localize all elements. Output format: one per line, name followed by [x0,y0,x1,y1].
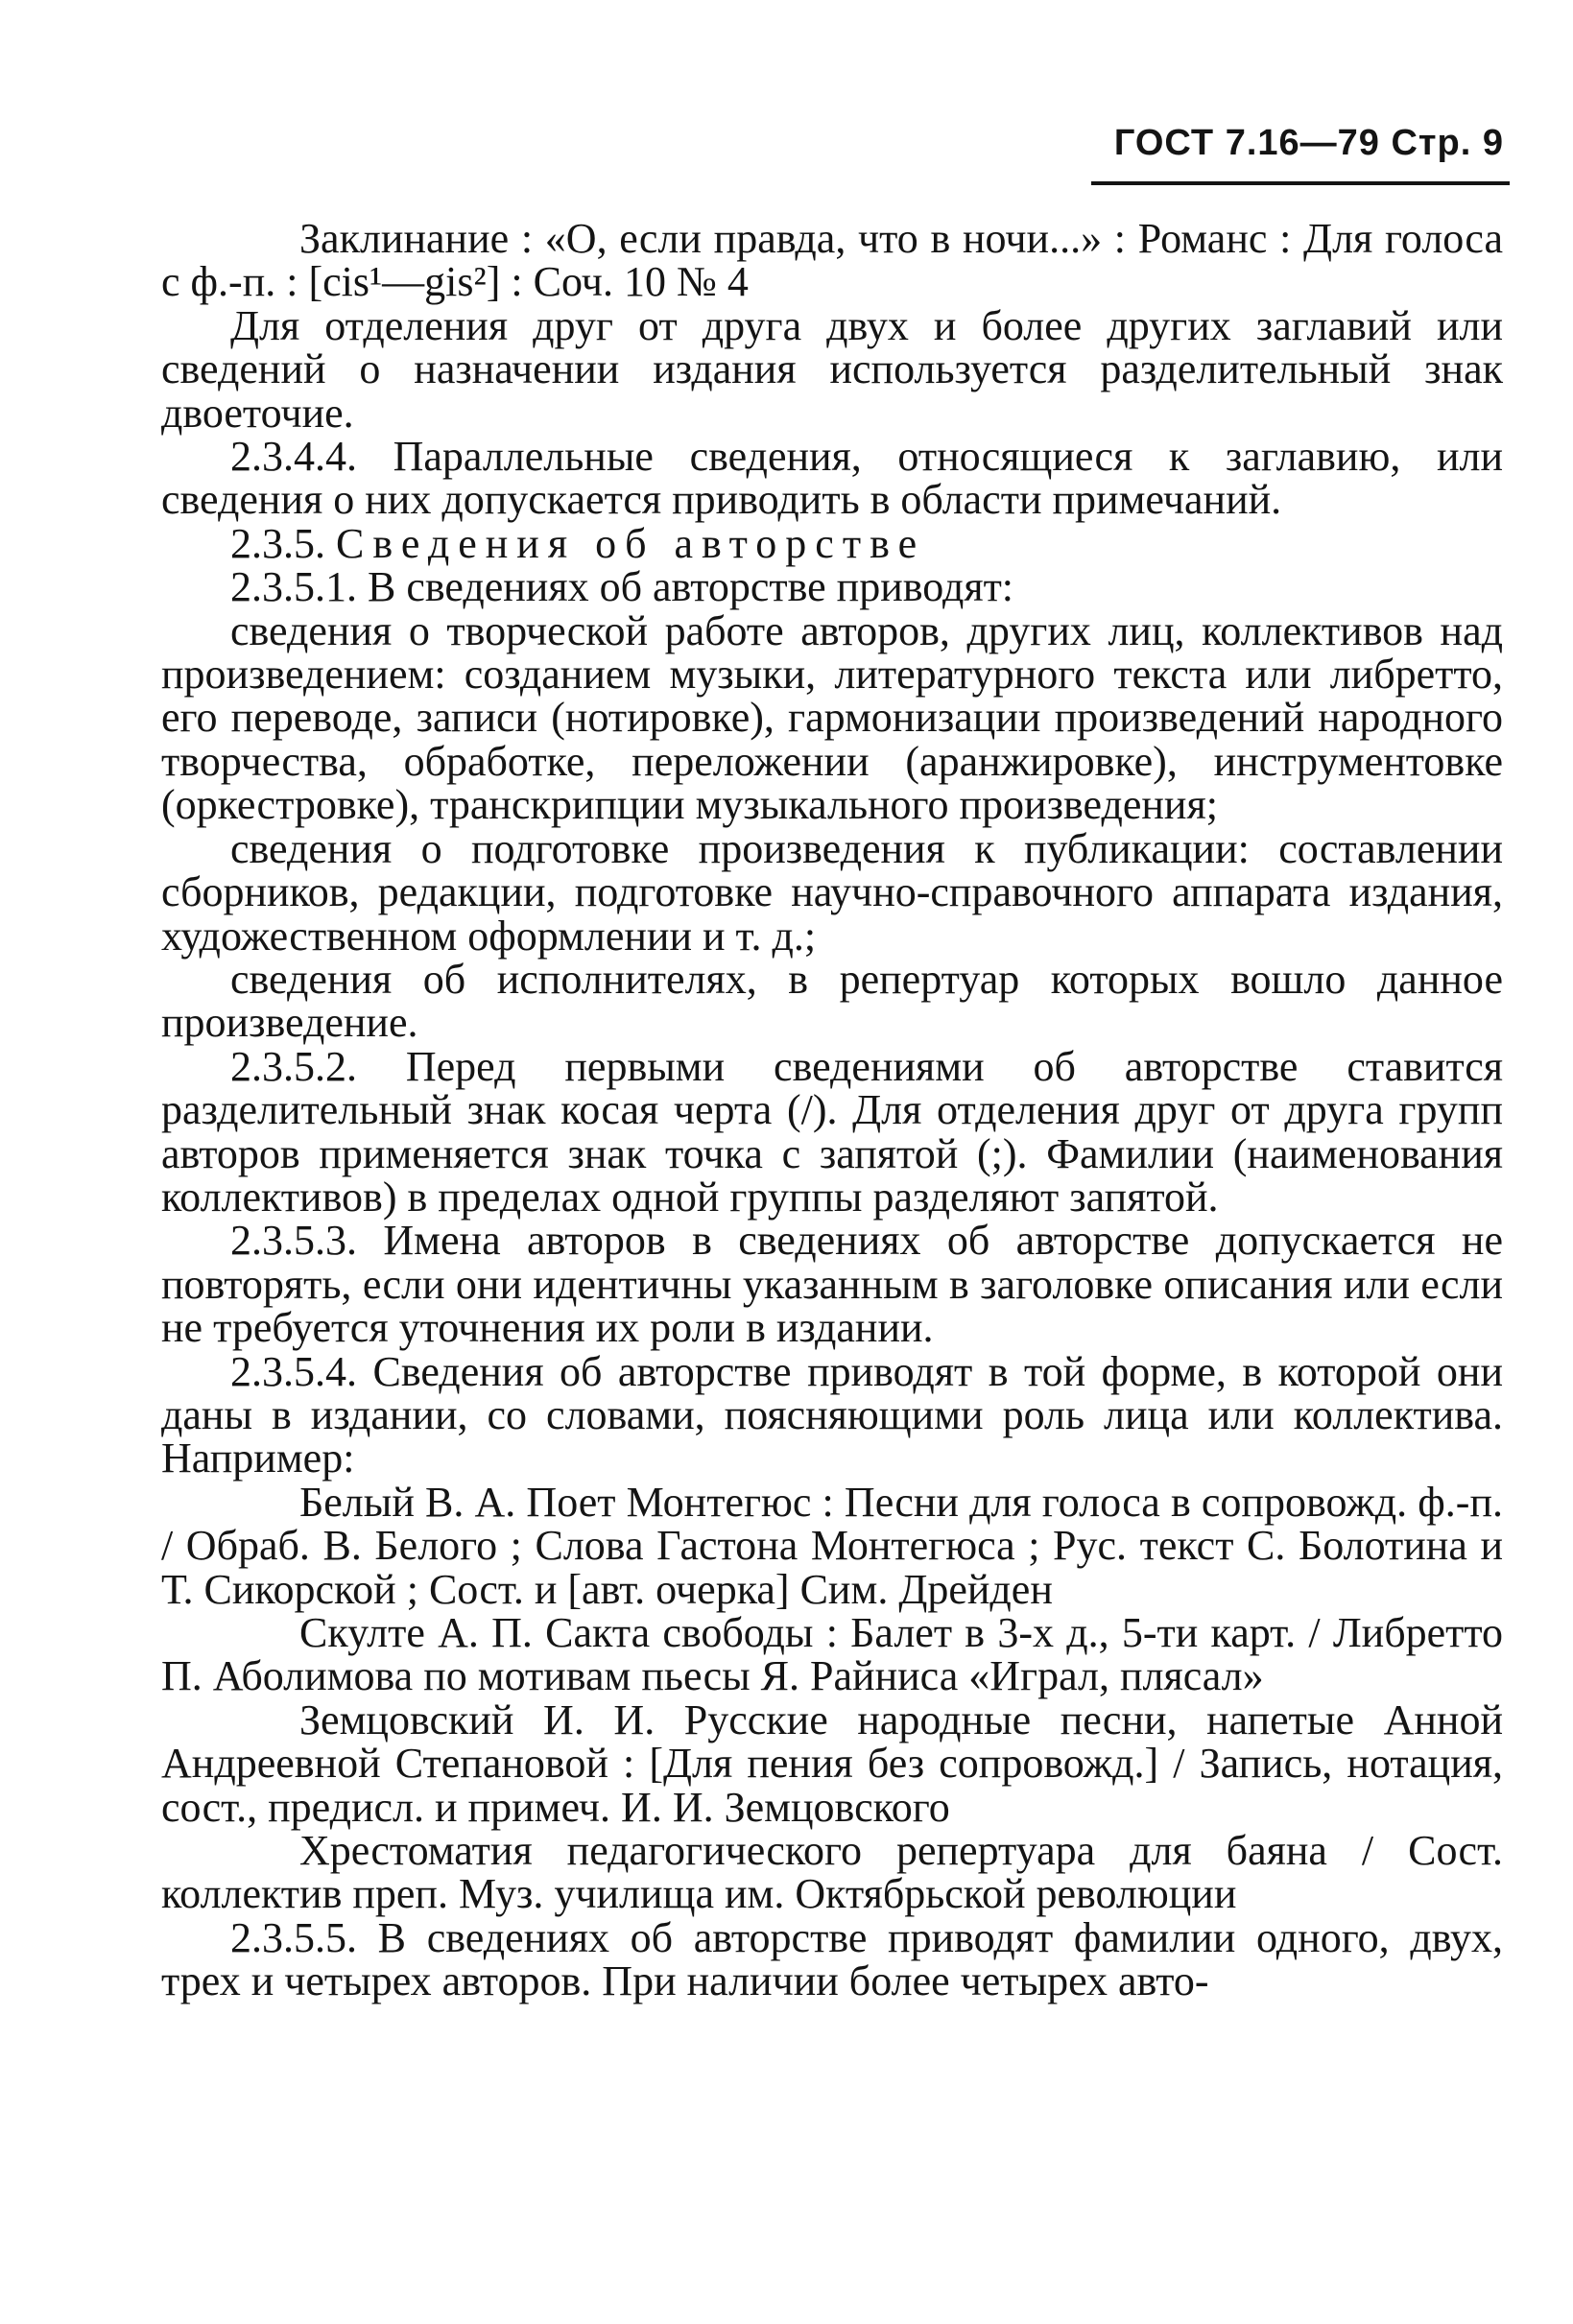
example-text: Заклинание : «О, если правда, что в ночи...» : Романс : Для голоса с ф.-п. : [cis¹—gis²] : Соч. 10 № 4 [161,215,1503,306]
section-heading-2-3-5 [161,519,1503,567]
example-zemtsovsky: Земцовский И. И. Русские народные песни, напетые Анной Андреевной Степановой : [Для пения без сопровожд.] / Запись, нотация, сост., предисл. и примеч. И. И. Земцовского [161,1696,1503,1831]
paragraph-publication-prep: сведения о подготовке произведения к публикации: составлении сборников, редакции, подготовке научно-справочного аппарата издания, художественном оформлении и т. д.; [161,824,1503,960]
document-body [161,217,1503,2004]
header-rule [1091,181,1510,185]
example-skulte: Скулте А. П. Сакта свободы : Балет в 3-х д., 5-ти карт. / Либретто П. Аболимова по мотивам пьесы Я. Райниса «Играл, плясал» [161,1609,1503,1700]
paragraph-creative-work: сведения о творческой работе авторов, других лиц, коллективов над произведением: созданием музыки, литературного текста или либретто, его переводе, записи (нотировке), гармонизации произведений народного творчества, обработке, переложении (аранжировке), инструментовке (оркестровке), транскрипции музыкального произведения; [161,606,1503,829]
example-zaklinanie [161,217,1503,304]
paragraph-2-3-5-5: 2.3.5.5. В сведениях об авторстве приводят фамилии одного, двух, трех и четырех авторов. При наличии более четырех авто- [161,1913,1503,2005]
example-belyi: Белый В. А. Поет Монтегюс : Песни для голоса в сопровожд. ф.-п. / Обраб. В. Белого ; Слова Гастона Монтегюса ; Рус. текст С. Болотина и Т. Сикорской ; Сост. и [авт. очерка] Сим. Дрейден [161,1478,1503,1613]
paragraph-2-3-5-4: 2.3.5.4. Сведения об авторстве приводят в той форме, в которой они даны в издании, со словами, поясняющими роль лица или коллектива. Например: [161,1347,1503,1482]
paragraph-performers: сведения об исполнителях, в репертуар которых вошло данное произведение. [161,955,1503,1047]
page-header: ГОСТ 7.16—79 Стр. 9 [1113,123,1504,163]
paragraph-2-3-5-3: 2.3.5.3. Имена авторов в сведениях об авторстве допускается не повторять, если они идентичны указанным в заголовке описания или если не требуется уточнения их роли в издании. [161,1217,1503,1352]
paragraph-2-3-5-2: 2.3.5.2. Перед первыми сведениями об авторстве ставится разделительный знак косая черта (/). Для отделения друг от друга групп авторов применяется знак точка с запятой (;). Фамилии (наименования коллективов) в пределах одной группы разделяют запятой. [161,1042,1503,1221]
section-title: Сведения об авторстве [336,519,926,567]
section-number: 2.3.5. [230,519,325,567]
paragraph-2-3-5-1: 2.3.5.1. В сведениях об авторстве приводят: [230,563,1014,611]
paragraph-2-3-4-4: 2.3.4.4. Параллельные сведения, относящиеся к заглавию, или сведения о них допускается приводить в области примечаний. [161,433,1503,524]
example-khrestomatiya: Хрестоматия педагогического репертуара для баяна / Сост. коллектив преп. Муз. училища им. Октябрьской революции [161,1827,1503,1918]
paragraph-separator-note: Для отделения друг от друга двух и более других заглавий или сведений о назначении издания используется разделительный знак двоеточие. [161,301,1503,437]
